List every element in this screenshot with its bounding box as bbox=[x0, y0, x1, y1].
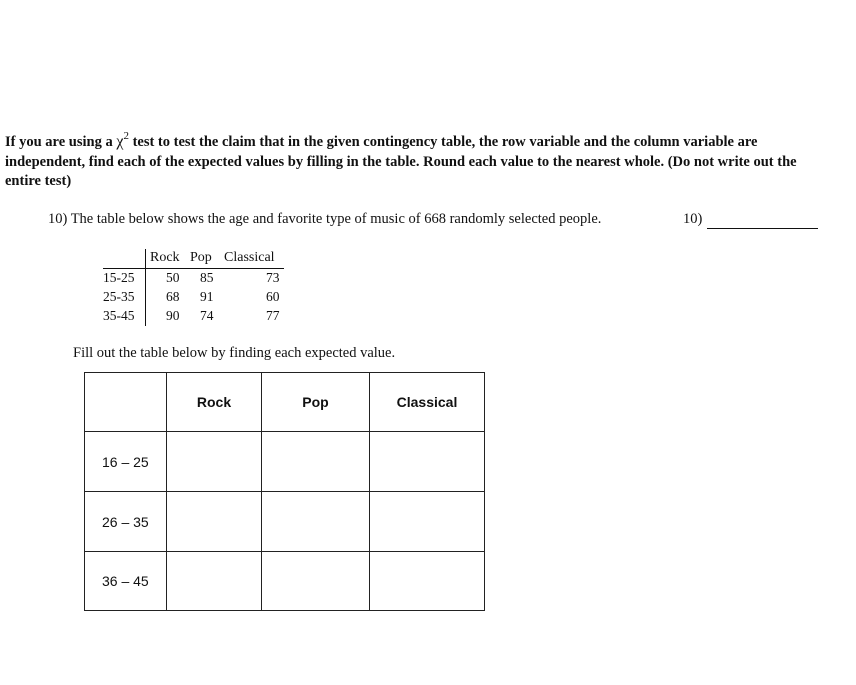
given-table-vertical-rule bbox=[145, 249, 146, 326]
given-cell: 60 bbox=[266, 289, 280, 304]
expected-col-header-rock: Rock bbox=[167, 373, 262, 432]
given-col-header-rock: Rock bbox=[150, 250, 180, 265]
expected-cell-classical[interactable] bbox=[370, 552, 485, 611]
given-row-label: 15-25 bbox=[103, 270, 135, 285]
chi-square-power: 2 bbox=[123, 130, 129, 142]
fill-instruction: Fill out the table below by finding each expected value. bbox=[73, 345, 396, 361]
given-table-horizontal-rule bbox=[103, 268, 284, 269]
expected-col-header-classical: Classical bbox=[370, 373, 485, 432]
expected-values-table bbox=[84, 372, 485, 611]
expected-cell-rock[interactable] bbox=[167, 552, 262, 611]
instructions-part1: If you are using a bbox=[5, 134, 117, 150]
table-row bbox=[85, 492, 485, 552]
given-cell: 91 bbox=[200, 289, 214, 304]
expected-row-label: 36 – 45 bbox=[85, 552, 167, 611]
expected-header-row bbox=[85, 373, 485, 432]
given-row-label: 35-45 bbox=[103, 308, 135, 323]
given-col-header-classical: Classical bbox=[224, 250, 275, 265]
answer-blank-line[interactable] bbox=[707, 228, 818, 229]
expected-cell-rock[interactable] bbox=[167, 492, 262, 552]
expected-row-label: 26 – 35 bbox=[85, 492, 167, 552]
instructions bbox=[5, 132, 835, 192]
given-cell: 50 bbox=[166, 270, 180, 285]
expected-cell-pop[interactable] bbox=[262, 492, 370, 552]
given-cell: 73 bbox=[266, 270, 280, 285]
answer-label: 10) bbox=[683, 211, 703, 227]
instructions-part2: test to test the claim that in the given contingency table, the row variable and the column variable are independent, find each of the expected values by filling in the table. Round each value to the nearest whole. (Do not write out the entire test) bbox=[5, 134, 797, 189]
expected-cell-pop[interactable] bbox=[262, 432, 370, 492]
chi-square-symbol: χ bbox=[116, 133, 124, 150]
table-row bbox=[85, 432, 485, 492]
given-row-label: 25-35 bbox=[103, 289, 135, 304]
expected-cell-classical[interactable] bbox=[370, 432, 485, 492]
given-cell: 77 bbox=[266, 308, 280, 323]
expected-cell-pop[interactable] bbox=[262, 552, 370, 611]
table-row bbox=[85, 552, 485, 611]
given-cell: 90 bbox=[166, 308, 180, 323]
expected-cell-rock[interactable] bbox=[167, 432, 262, 492]
expected-cell-classical[interactable] bbox=[370, 492, 485, 552]
given-cell: 85 bbox=[200, 270, 214, 285]
given-cell: 74 bbox=[200, 308, 214, 323]
question-text: 10) The table below shows the age and favorite type of music of 668 randomly selected people. bbox=[48, 211, 602, 227]
expected-row-label: 16 – 25 bbox=[85, 432, 167, 492]
corner-cell bbox=[85, 373, 167, 432]
given-cell: 68 bbox=[166, 289, 180, 304]
expected-col-header-pop: Pop bbox=[262, 373, 370, 432]
given-col-header-pop: Pop bbox=[190, 250, 212, 265]
